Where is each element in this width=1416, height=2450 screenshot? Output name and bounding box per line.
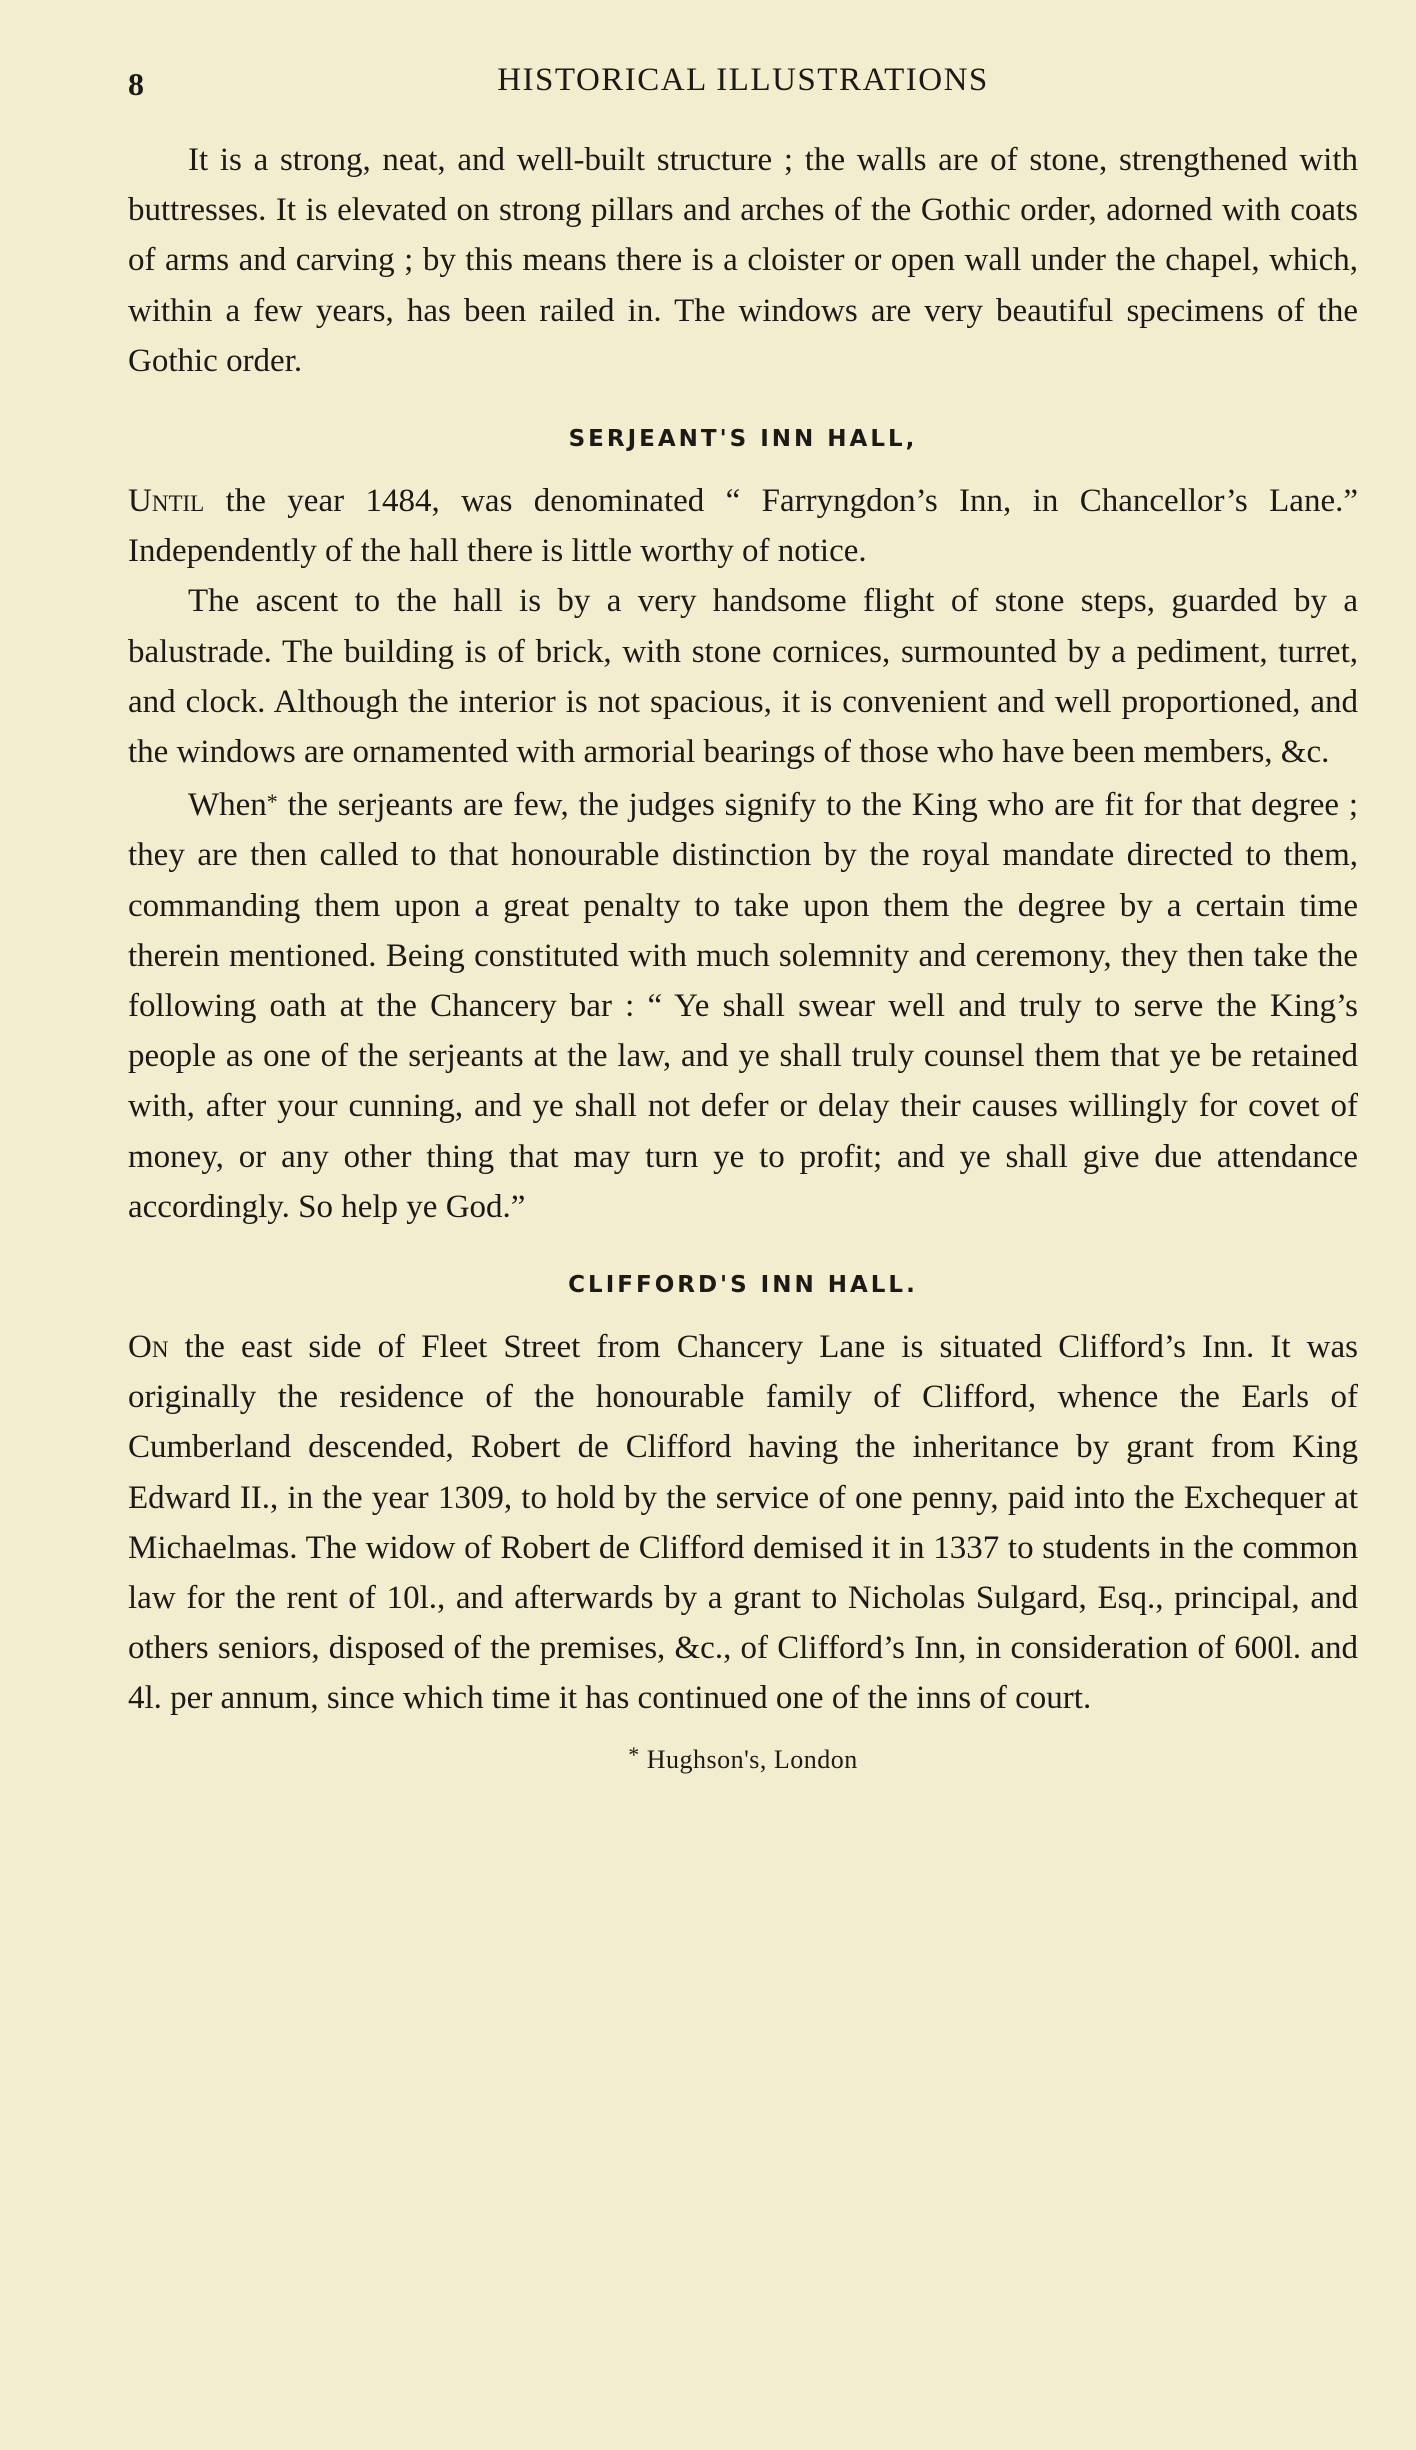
body-text	[128, 135, 1358, 1777]
section-heading-serjeants-inn: SERJEANT'S INN HALL,	[568, 426, 918, 453]
footnote-mark: *	[628, 1741, 640, 1767]
paragraph-text: the east side of Fleet Street from Chancery Lane is situated Clifford’s Inn. It was originally the residence of the honourable family of Clifford, whence the Earls of Cumberland descended, Robert de Clifford having the inheritance by grant from King Edward II., in the year 1309, to hold by the service of one penny, paid into the Exchequer at Michaelmas. The widow of Robert de Clifford demised it in 1337 to students in the common law for the rent of 10l., and afterwards by a grant to Nicholas Sulgard, Esq., principal, and others seniors, disposed of the premises, &c., of Clifford’s Inn, in consideration of 600l. and 4l. per annum, since which time it has continued one of the inns of court.	[128, 1329, 1358, 1717]
footnote-text: Hughson's, London	[646, 1744, 858, 1774]
serjeants-paragraph-2: The ascent to the hall is by a very handsome flight of stone steps, guarded by a balustrade. The building is of brick, with stone cornices, surmounted by a pediment, turret, and clock. Although the interior is not spacious, it is convenient and well proportioned, and the windows are ornamented with armorial bearings of those who have been members, &c.	[128, 583, 1358, 771]
lead-word: When	[188, 787, 267, 824]
cliffords-paragraph-1	[128, 1322, 1358, 1724]
serjeants-paragraph-3	[128, 777, 1358, 1232]
drop-word: On	[128, 1329, 169, 1366]
chapel-paragraph: It is a strong, neat, and well-built structure ; the walls are of stone, strengthened with buttresses. It is elevated on strong pillars and arches of the Gothic order, adorned with coats of arms and carving ; by this means there is a cloister or open wall under the chapel, which, within a few years, has been railed in. The windows are very beautiful specimens of the Gothic order.	[128, 142, 1358, 379]
paragraph-text: the serjeants are few, the judges signify to the King who are fit for that degree ; they are then called to that honourable distinction by the royal mandate directed to them, commanding them upon a great penalty to take upon them the degree by a certain time therein mentioned. Being constituted with much solemnity and ceremony, they then take the following oath at the Chancery bar : “ Ye shall swear well and truly to serve the King’s people as one of the serjeants at the law, and ye shall truly counsel them that ye be retained with, after your cunning, and ye shall not defer or delay their causes willingly for covet of money, or any other thing that may turn ye to profit; and ye shall give due attendance accordingly. So help ye God.”	[128, 787, 1358, 1225]
footnote	[128, 1738, 1358, 1777]
page-number: 8	[128, 66, 144, 102]
running-head-title: HISTORICAL ILLUSTRATIONS	[497, 62, 989, 98]
section-heading-cliffords-inn: CLIFFORD'S INN HALL.	[568, 1272, 918, 1299]
footnote-reference: *	[266, 789, 278, 815]
serjeants-paragraph-1	[128, 476, 1358, 576]
paragraph-text: the year 1484, was denominated “ Farryngdon’s Inn, in Chancellor’s Lane.” Independently of the hall there is little worthy of notice.	[128, 483, 1358, 570]
drop-word: Until	[128, 483, 205, 520]
running-head	[128, 62, 1358, 108]
